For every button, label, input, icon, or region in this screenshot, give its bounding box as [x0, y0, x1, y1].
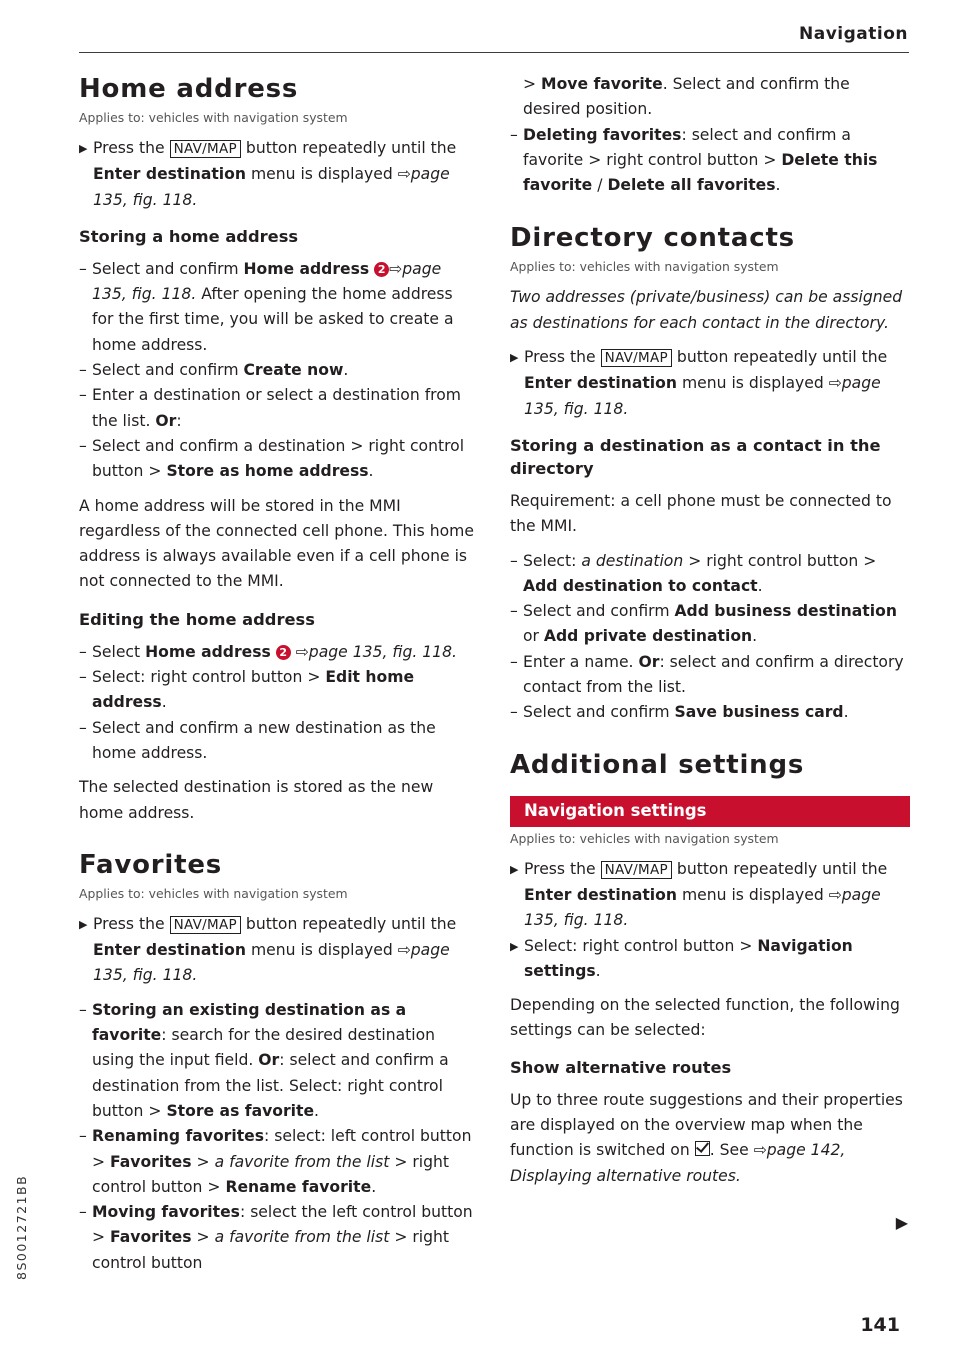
favorites-heading: Favorites: [79, 849, 223, 880]
additional-settings-heading: Additional settings: [510, 749, 805, 780]
nav-map-key: NAV/MAP: [601, 861, 672, 879]
favorites-item-move: – Moving favorites: select the left control button > Favorites > a favorite from the list > right control button: [79, 1203, 473, 1272]
home-editing-step-2: – Select: right control button > Edit home address.: [79, 668, 415, 712]
callout-2-icon: 2: [374, 262, 389, 277]
nav-map-key: NAV/MAP: [601, 349, 672, 367]
page-reference: ⇨page 135, fig. 118.: [93, 165, 450, 209]
directory-step-1: – Select: a destination > right control button > Add destination to contact.: [510, 551, 877, 595]
editing-home-heading: Editing the home address: [79, 609, 315, 629]
additional-step-press: ▶ Press the NAV/MAP button repeatedly until the Enter destination menu is displayed ⇨page 135, fig. 118.: [510, 857, 910, 934]
directory-intro: Two addresses (private/business) can be assigned as destinations for each contact in the directory.: [510, 288, 903, 332]
show-alternative-routes-heading: Show alternative routes: [510, 1057, 732, 1077]
storing-home-heading: Storing a home address: [79, 226, 299, 246]
document-code: 8S0012721BB: [14, 1174, 29, 1280]
home-storing-step-3: – Enter a destination or select a destination from the list. Or:: [79, 386, 461, 430]
step-triangle-icon: ▶: [510, 939, 519, 953]
checkbox-checked-icon: [695, 1141, 710, 1156]
storing-contact-heading: Storing a destination as a contact in the directory: [510, 435, 881, 478]
home-storing-step-4: – Select and confirm a destination > right control button > Store as home address.: [79, 436, 465, 481]
home-storing-step-2: – Select and confirm Create now.: [79, 361, 349, 380]
favorites-item-store: – Storing an existing destination as a favorite: search for the desired destination using the input field. Or: select and confirm a destination from the list. Select: right control button > Store as favorite.: [79, 1000, 449, 1120]
home-step-press: ▶ Press the NAV/MAP button repeatedly until the Enter destination menu is displayed ⇨page 135, fig. 118.: [79, 136, 477, 213]
favorites-item-rename: – Renaming favorites: select: left control button > Favorites > a favorite from the list > right control button > Rename favorite.: [79, 1127, 472, 1196]
directory-step-4: – Select and confirm Save business card.: [510, 703, 849, 722]
favorites-item-delete: – Deleting favorites: select and confirm a favorite > right control button > Delete this favorite / Delete all favorites.: [510, 125, 878, 195]
step-triangle-icon: ▶: [510, 862, 519, 876]
header-rule: [79, 52, 909, 53]
home-address-heading: Home address: [79, 74, 299, 104]
favorites-step-press: ▶ Press the NAV/MAP button repeatedly until the Enter destination menu is displayed ⇨page 135, fig. 118.: [79, 912, 477, 989]
left-column: [79, 72, 477, 1276]
step-triangle-icon: ▶: [79, 142, 88, 155]
directory-contacts-heading: Directory contacts: [510, 223, 795, 254]
running-head: Navigation: [799, 24, 908, 44]
directory-step-2: – Select and confirm Add business destination or Add private destination.: [510, 602, 897, 646]
home-editing-step-3: – Select and confirm a new destination as the home address.: [79, 718, 436, 762]
favorites-applies: Applies to: vehicles with navigation system: [79, 885, 348, 901]
home-paragraph-2: The selected destination is stored as the new home address.: [79, 778, 434, 822]
continued-arrow-icon: ▶: [895, 1213, 908, 1232]
alternative-routes-paragraph: Up to three route suggestions and their properties are displayed on the overview map when the function is switched on . See ⇨page 142, Displaying alternative routes.: [510, 1090, 903, 1185]
nav-map-key: NAV/MAP: [170, 140, 241, 158]
additional-applies: Applies to: vehicles with navigation system: [510, 830, 779, 846]
directory-step-3: – Enter a name. Or: select and confirm a directory contact from the list.: [510, 652, 904, 697]
step-triangle-icon: ▶: [79, 917, 88, 931]
home-storing-step-1: – Select and confirm Home address 2 ⇨page 135, fig. 118. After opening the home address for the first time, you will be asked to create a home address.: [79, 259, 454, 354]
page-number: 141: [860, 1314, 900, 1336]
step-triangle-icon: ▶: [510, 351, 519, 365]
home-applies: Applies to: vehicles with navigation system: [79, 110, 348, 125]
home-paragraph-1: A home address will be stored in the MMI regardless of the connected cell phone. This home address is always available even if a cell phone is not connected to the MMI.: [79, 496, 474, 591]
callout-2-icon: 2: [276, 645, 291, 660]
directory-requirement: Requirement: a cell phone must be connected to the MMI.: [510, 491, 892, 536]
home-editing-step-1: – Select Home address 2 ⇨page 135, fig. 118.: [79, 642, 457, 661]
additional-paragraph: Depending on the selected function, the following settings can be selected:: [510, 996, 900, 1040]
directory-step-press: ▶ Press the NAV/MAP button repeatedly until the Enter destination menu is displayed ⇨page 135, fig. 118.: [510, 345, 910, 422]
right-column: [510, 72, 910, 1189]
nav-map-key: NAV/MAP: [170, 916, 241, 934]
favorites-item-move-continued: > Move favorite. Select and confirm the desired position.: [523, 75, 850, 119]
additional-step-select: ▶ Select: right control button > Navigation settings.: [510, 934, 910, 985]
directory-applies: Applies to: vehicles with navigation system: [510, 259, 779, 275]
navigation-settings-banner: Navigation settings: [510, 796, 910, 827]
